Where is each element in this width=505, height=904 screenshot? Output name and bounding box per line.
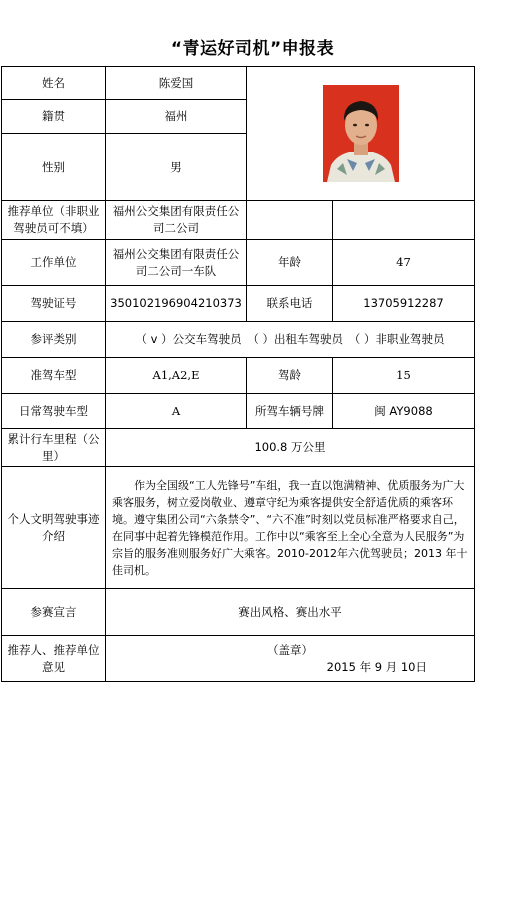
label-native: 籍贯 [2,100,106,134]
value-license: 350102196904210373 [106,286,247,322]
seal-text: （盖章） [267,642,313,657]
label-license: 驾驶证号 [2,286,106,322]
label-mileage: 累计行车里程（公里） [2,429,106,467]
value-category: （ v ）公交车驾驶员 （ ）出租车驾驶员 （ ）非职业驾驶员 [106,322,475,358]
row-daily-vehicle [2,394,475,429]
row-recommender [2,201,475,240]
sign-date: 2015 年 9 月 10日 [326,659,427,674]
value-daily-vehicle: A [106,394,247,429]
value-mileage: 100.8 万公里 [106,429,475,467]
label-gender: 性别 [2,134,106,201]
value-vehicle-type: A1,A2,E [106,358,247,394]
page-title: “青运好司机”申报表 [170,39,335,59]
value-declaration: 赛出风格、赛出水平 [106,589,475,636]
label-vehicle-type: 准驾车型 [2,358,106,394]
photo-cell [247,67,475,201]
empty-cell-b [333,201,475,240]
application-form-table [1,66,475,682]
label-name: 姓名 [2,67,106,100]
row-declaration [2,589,475,636]
intro-text: 作为全国级“工人先锋号”车组，我一直以饱满精神、优质服务为广大乘客服务，树立爱岗敬业、遵章守纪为乘客提供安全舒适优质的乘客环境。遵守集团公司“六条禁令”、“六不准”时刻以党员标准严格要求自己，在同事中起着先锋模范作用。工作中以“乘客至上全心全意为人民服务”为宗旨的服务准则服务好广大乘客。2010-2012年六优驾驶员；2013 年十佳司机。 [112,478,468,577]
label-intro: 个人文明驾驶事迹介绍 [2,467,106,589]
value-plate: 闽 AY9088 [333,394,475,429]
row-intro [2,467,475,589]
value-intro [106,467,475,589]
value-opinion [106,636,475,682]
row-name [2,67,475,100]
row-category [2,322,475,358]
value-native: 福州 [106,100,247,134]
value-age: 47 [333,240,475,286]
value-phone: 13705912287 [333,286,475,322]
value-gender: 男 [106,134,247,201]
applicant-photo [323,85,399,182]
label-daily-vehicle: 日常驾驶车型 [2,394,106,429]
empty-cell-a [247,201,333,240]
label-recommender: 推荐单位（非职业驾驶员可不填） [2,201,106,240]
label-age: 年龄 [247,240,333,286]
row-opinion [2,636,475,682]
value-driving-years: 15 [333,358,475,394]
label-phone: 联系电话 [247,286,333,322]
label-opinion: 推荐人、推荐单位意见 [2,636,106,682]
label-category: 参评类别 [2,322,106,358]
row-mileage [2,429,475,467]
row-vehicle-type [2,358,475,394]
value-name: 陈爱国 [106,67,247,100]
value-recommender: 福州公交集团有限责任公司二公司 [106,201,247,240]
value-workunit: 福州公交集团有限责任公司二公司一车队 [106,240,247,286]
label-driving-years: 驾龄 [247,358,333,394]
label-declaration: 参赛宣言 [2,589,106,636]
row-workunit [2,240,475,286]
label-plate: 所驾车辆号牌 [247,394,333,429]
label-workunit: 工作单位 [2,240,106,286]
row-license [2,286,475,322]
